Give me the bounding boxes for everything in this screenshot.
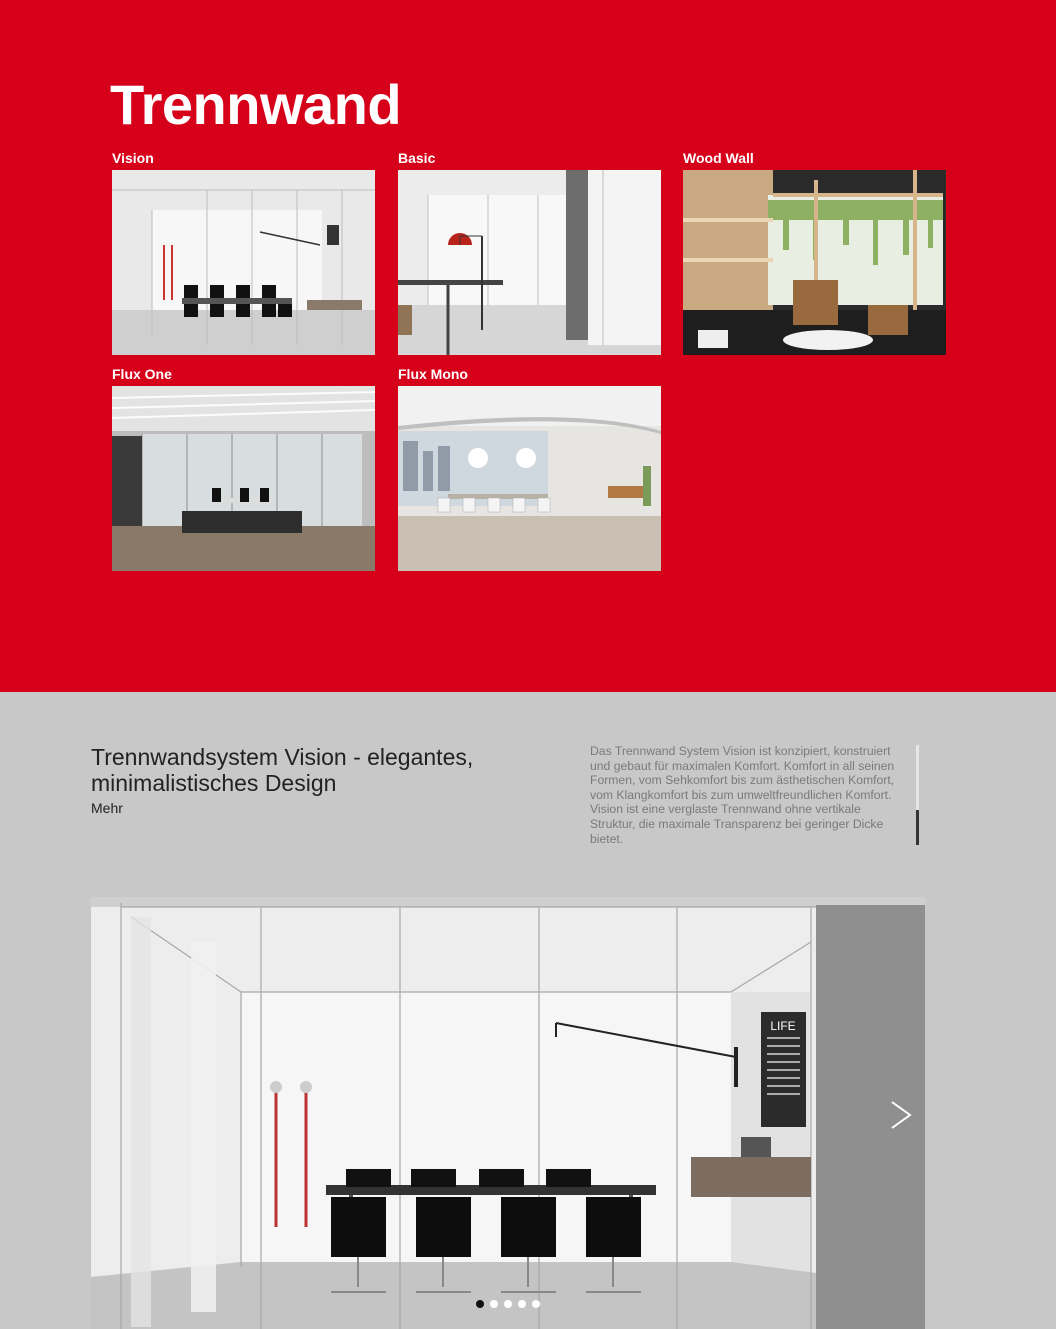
description-text: Das Trennwand System Vision ist konzipiert, konstruiert und gebaut für maximalen Komfort. Komfort in all seinen Formen, vom Sehkomfort bis zum ästhetischen Komfort, vom Klangkomfort bis zum umweltfreundlichen Komfort. Vision ist eine verglaste Trennwand ohne vertikale Struktur, die maximale Transparenz bei geringer Dicke bietet. [590, 744, 895, 846]
product-card-label[interactable]: Vision [112, 150, 154, 166]
slider-image [91, 897, 925, 1329]
product-image-flux-one[interactable] [112, 386, 375, 571]
slider-dot-1[interactable] [476, 1300, 484, 1308]
product-card-label[interactable]: Wood Wall [683, 150, 754, 166]
slider-dot-2[interactable] [490, 1300, 498, 1308]
more-link[interactable]: Mehr [91, 800, 123, 816]
image-slider[interactable] [91, 897, 925, 1329]
slider-dot-4[interactable] [518, 1300, 526, 1308]
description-scrollbar-thumb[interactable] [916, 810, 919, 845]
chevron-right-icon[interactable] [886, 1100, 916, 1130]
product-card-flux-one[interactable] [112, 366, 375, 571]
slider-dot-3[interactable] [504, 1300, 512, 1308]
product-card-basic[interactable] [398, 150, 661, 355]
product-image-wood-wall[interactable] [683, 170, 946, 355]
product-card-vision[interactable] [112, 150, 375, 355]
poster-text: LIFE [770, 1019, 796, 1033]
section-heading: Trennwandsystem Vision - elegantes, minimalistisches Design [91, 744, 474, 796]
product-card-label[interactable]: Basic [398, 150, 436, 166]
product-image-basic[interactable] [398, 170, 661, 355]
product-image-vision[interactable] [112, 170, 375, 355]
product-image-flux-mono[interactable] [398, 386, 661, 571]
product-card-label[interactable]: Flux Mono [398, 366, 468, 382]
slider-dot-5[interactable] [532, 1300, 540, 1308]
product-card-flux-mono[interactable] [398, 366, 661, 571]
page-title: Trennwand [110, 73, 402, 136]
slider-pagination [476, 1300, 540, 1310]
product-card-wood-wall[interactable] [683, 150, 946, 355]
product-card-label[interactable]: Flux One [112, 366, 172, 382]
